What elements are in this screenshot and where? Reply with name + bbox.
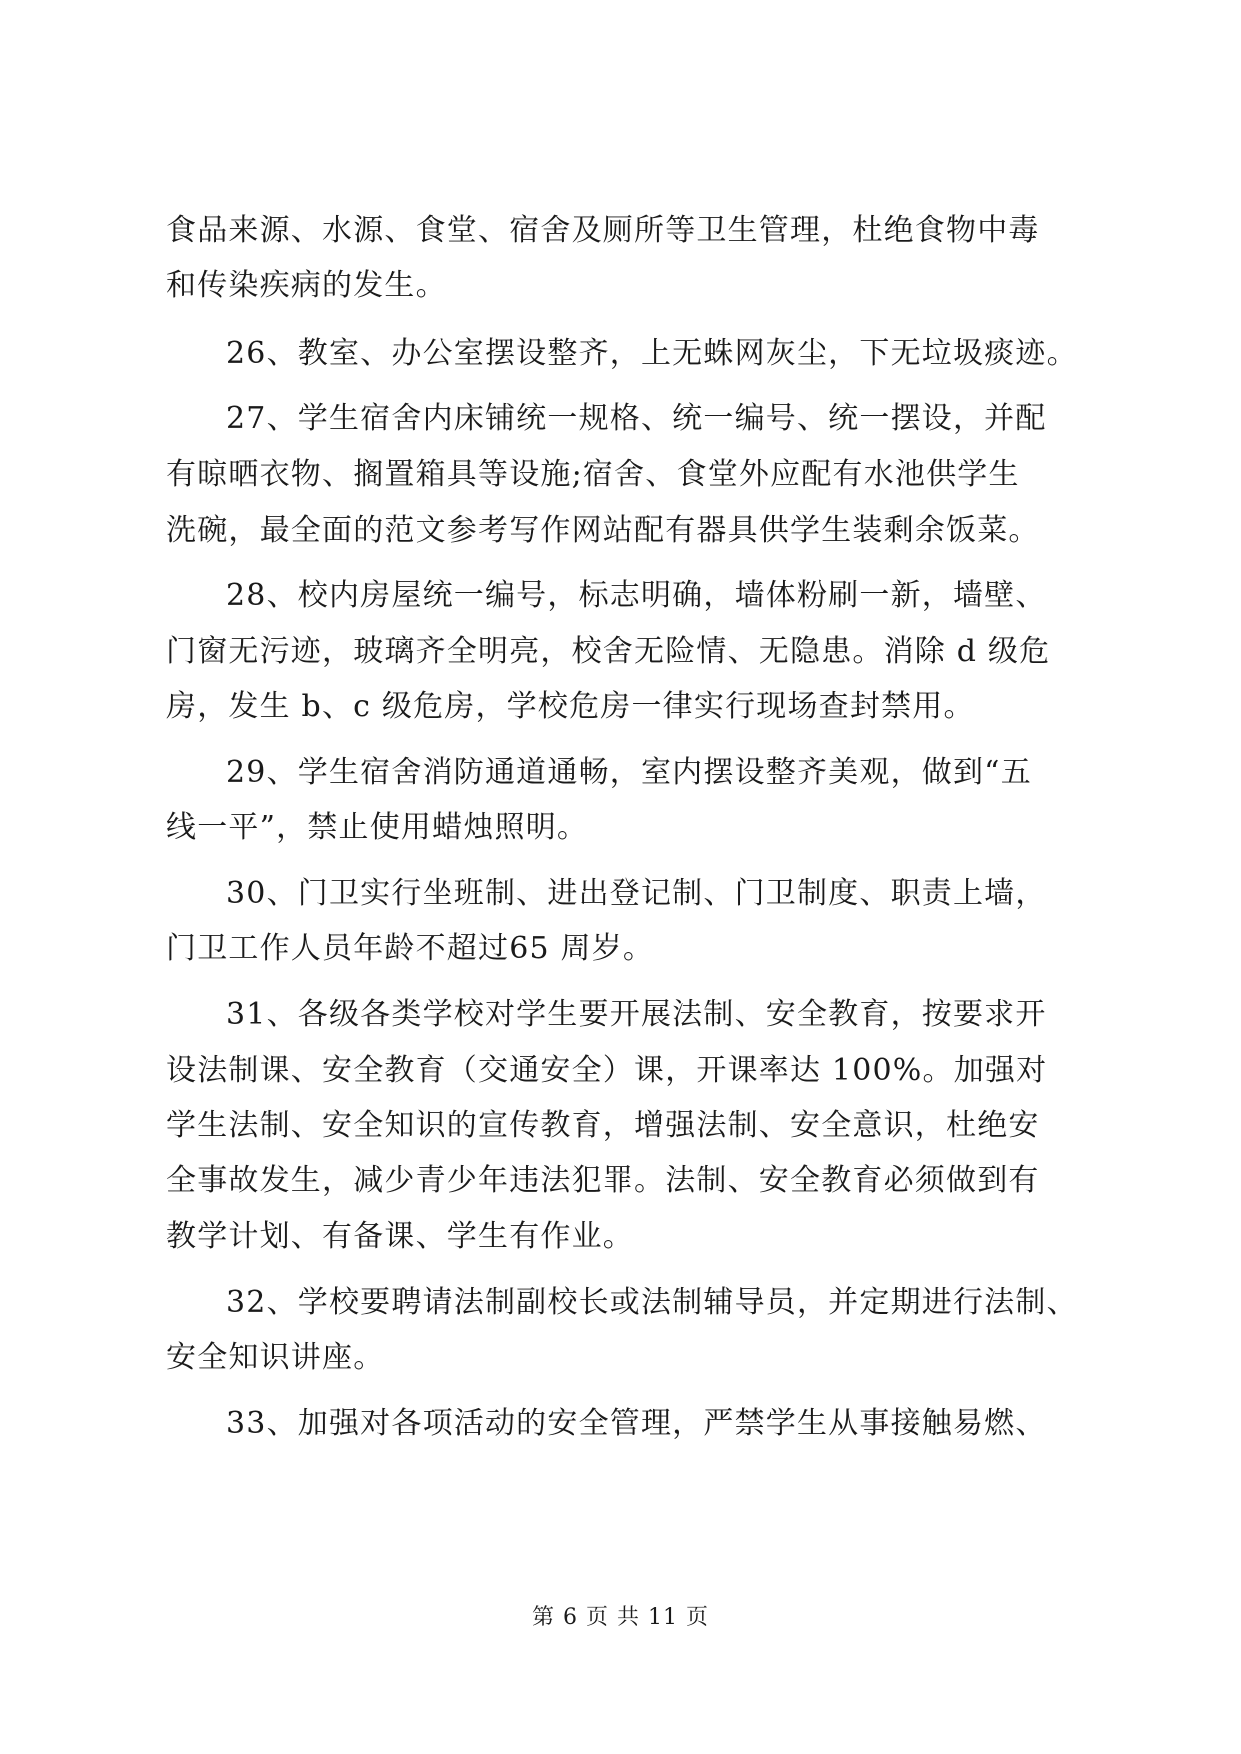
text-line: 30、门卫实行坐班制、进出登记制、门卫制度、职责上墙， [226, 876, 1047, 911]
text-line: 28、校内房屋统一编号，标志明确，墙体粉刷一新，墙壁、 [226, 578, 1047, 613]
text-line: 房，发生 b、c 级危房，学校危房一律实行现场查封禁用。 [166, 689, 975, 724]
text-line: 教学计划、有备课、学生有作业。 [166, 1219, 634, 1254]
text-line: 33、加强对各项活动的安全管理，严禁学生从事接触易燃、 [226, 1406, 1047, 1441]
page-number-footer: 第 6 页 共 11 页 [532, 1605, 709, 1630]
text-line: 全事故发生，减少青少年违法犯罪。法制、安全教育必须做到有 [166, 1163, 1040, 1198]
text-line: 门窗无污迹，玻璃齐全明亮，校舍无险情、无隐患。消除 d 级危 [166, 634, 1051, 669]
text-line: 安全知识讲座。 [166, 1340, 385, 1375]
text-line: 有晾晒衣物、搁置箱具等设施;宿舍、食堂外应配有水池供学生 [166, 457, 1020, 492]
text-line: 29、学生宿舍消防通道通畅，室内摆设整齐美观，做到“五 [226, 755, 1032, 790]
text-line: 32、学校要聘请法制副校长或法制辅导员，并定期进行法制、 [226, 1285, 1078, 1320]
text-line: 27、学生宿舍内床铺统一规格、统一编号、统一摆设，并配 [226, 401, 1047, 436]
text-line: 和传染疾病的发生。 [166, 268, 447, 303]
text-line: 门卫工作人员年龄不超过65 周岁。 [166, 931, 655, 966]
text-line: 线一平”，禁止使用蜡烛照明。 [166, 810, 589, 845]
text-line: 设法制课、安全教育（交通安全）课，开课率达 100%。加强对 [166, 1053, 1048, 1088]
text-line: 学生法制、安全知识的宣传教育，增强法制、安全意识，杜绝安 [166, 1108, 1040, 1143]
text-line: 食品来源、水源、食堂、宿舍及厕所等卫生管理，杜绝食物中毒 [166, 213, 1040, 248]
text-line: 洗碗，最全面的范文参考写作网站配有器具供学生装剩余饭菜。 [166, 513, 1040, 548]
text-line: 26、教室、办公室摆设整齐，上无蛛网灰尘，下无垃圾痰迹。 [226, 336, 1078, 371]
text-line: 31、各级各类学校对学生要开展法制、安全教育，按要求开 [226, 997, 1047, 1032]
